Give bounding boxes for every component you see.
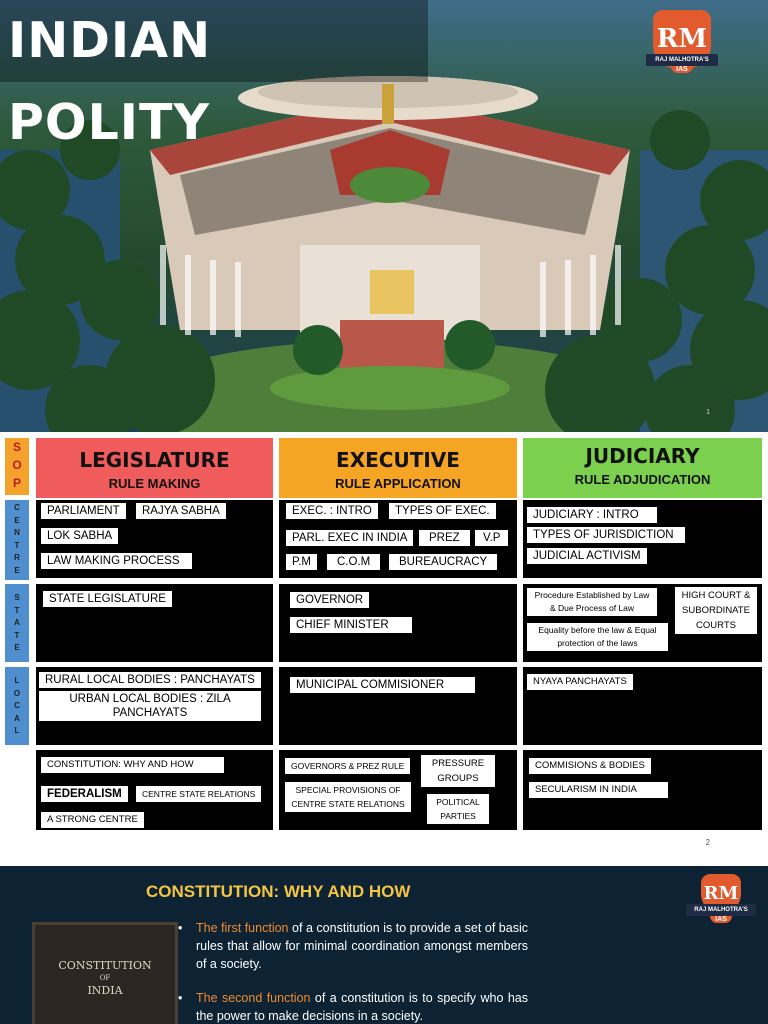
row-label-centre	[5, 500, 29, 580]
logo-ribbon: RAJ MALHOTRA'S	[686, 904, 756, 916]
topic-urban-local-bodies[interactable]: URBAN LOCAL BODIES : ZILA PANCHAYATS	[39, 691, 261, 721]
topic-a-strong-centre[interactable]: A STRONG CENTRE	[41, 812, 144, 828]
topic-constitution-why-and-how[interactable]: CONSTITUTION: WHY AND HOW	[41, 757, 224, 773]
topic-rajya-sabha[interactable]: RAJYA SABHA	[136, 503, 226, 519]
topic-judicial-activism[interactable]: JUDICIAL ACTIVISM	[527, 548, 647, 564]
book-line: CONSTITUTION	[58, 959, 152, 972]
topic-lok-sabha[interactable]: LOK SABHA	[41, 528, 118, 544]
header-judiciary	[523, 438, 762, 498]
page-number: 2	[705, 838, 710, 847]
bullet-text	[196, 919, 528, 973]
bullet-icon: •	[178, 921, 183, 935]
bullet-body: of a constitution is to provide a set of basic rules that allow for minimal coordination amongst members of a society.	[196, 921, 528, 971]
topic-centre-state-relations[interactable]: CENTRE STATE RELATIONS	[136, 786, 261, 802]
rm-logo	[686, 874, 756, 923]
topic-chief-minister[interactable]: CHIEF MINISTER	[290, 617, 412, 633]
row-letter: C	[14, 701, 20, 710]
page-number: 1	[706, 409, 710, 416]
header-title: LEGISLATURE	[79, 448, 230, 472]
topic-types-of-jurisdiction[interactable]: TYPES OF JURISDICTION	[527, 527, 685, 543]
topic-exec-intro[interactable]: EXEC. : INTRO	[286, 503, 378, 519]
header-title: EXECUTIVE	[336, 448, 460, 472]
topic-high-court-subordinate-courts[interactable]: HIGH COURT & SUBORDINATE COURTS	[675, 587, 757, 634]
bullet-item	[178, 919, 528, 973]
book-line: INDIA	[87, 984, 123, 997]
logo-sub: IAS	[710, 916, 732, 923]
header-subtitle: RULE MAKING	[108, 476, 201, 491]
topic-state-legislature[interactable]: STATE LEGISLATURE	[43, 591, 172, 607]
row-label-local	[5, 667, 29, 745]
header-subtitle: RULE ADJUDICATION	[574, 472, 711, 487]
topic-com[interactable]: C.O.M	[327, 554, 380, 570]
topic-pm[interactable]: P.M	[286, 554, 317, 570]
topic-parl-exec-in-india[interactable]: PARL. EXEC IN INDIA	[286, 530, 413, 546]
topic-judiciary-intro[interactable]: JUDICIARY : INTRO	[527, 507, 657, 523]
topic-rural-local-bodies[interactable]: RURAL LOCAL BODIES : PANCHAYATS	[39, 672, 261, 688]
bullet-text	[196, 989, 528, 1024]
row-letter: T	[14, 605, 20, 615]
topic-political-parties[interactable]: POLITICAL PARTIES	[427, 794, 489, 824]
topic-commisions-bodies[interactable]: COMMISIONS & BODIES	[529, 758, 651, 774]
constitution-slide	[0, 866, 768, 1024]
header-executive	[279, 438, 517, 498]
logo-ribbon: RAJ MALHOTRA'S	[646, 54, 718, 66]
rm-logo	[646, 10, 718, 73]
polity-mindmap-slide	[0, 432, 768, 866]
constitution-book-image	[32, 922, 178, 1024]
row-letter: T	[14, 540, 20, 550]
topic-procedure-established-by-law[interactable]: Procedure Established by Law & Due Process of Law	[527, 588, 657, 616]
bullet-body: of a constitution is to specify who has the power to make decisions in a society.	[196, 991, 528, 1023]
row-label-state	[5, 584, 29, 662]
row-letter: N	[14, 528, 20, 537]
row-letter: S	[14, 593, 20, 602]
topic-governor[interactable]: GOVERNOR	[290, 592, 369, 608]
topic-bureaucracy[interactable]: BUREAUCRACY	[389, 554, 497, 570]
topic-federalism[interactable]: FEDERALISM	[41, 786, 128, 802]
topic-law-making-process[interactable]: LAW MAKING PROCESS	[41, 553, 192, 569]
topic-governors-prez-rule[interactable]: GOVERNORS & PREZ RULE	[285, 758, 410, 774]
topic-pressure-groups[interactable]: PRESSURE GROUPS	[421, 755, 495, 787]
sop-letter: P	[12, 476, 21, 490]
sop-label	[5, 438, 29, 495]
row-letter: A	[14, 713, 20, 723]
topic-parliament[interactable]: PARLIAMENT	[41, 503, 126, 519]
header-subtitle: RULE APPLICATION	[335, 476, 461, 491]
cover-slide	[0, 0, 768, 432]
topic-special-provisions[interactable]: SPECIAL PROVISIONS OF CENTRE STATE RELATIONS	[285, 782, 411, 812]
header-legislature	[36, 438, 273, 498]
row-letter: E	[14, 565, 20, 575]
topic-equality-before-the-law[interactable]: Equality before the law & Equal protection of the laws	[527, 623, 668, 651]
row-letter: T	[14, 630, 20, 640]
row-letter: C	[14, 503, 20, 512]
topic-types-of-exec[interactable]: TYPES OF EXEC.	[389, 503, 496, 519]
topic-secularism-in-india[interactable]: SECULARISM IN INDIA	[529, 782, 668, 798]
slide-title: CONSTITUTION: WHY AND HOW	[146, 882, 411, 901]
book-line: OF	[99, 974, 111, 982]
row-letter: E	[14, 515, 20, 525]
logo-letters: RM	[653, 10, 711, 68]
bullet-highlight: The first function	[196, 921, 289, 935]
row-letter: L	[14, 676, 20, 685]
sop-letter: O	[12, 458, 22, 472]
slide-title: INDIAN POLITY	[0, 0, 428, 82]
row-letter: E	[14, 643, 20, 652]
topic-prez[interactable]: PREZ	[419, 530, 470, 546]
bullet-highlight: The second function	[196, 991, 311, 1005]
logo-sub: IAS	[671, 66, 693, 73]
row-letter: R	[14, 553, 20, 562]
topic-vp[interactable]: V.P	[475, 530, 508, 546]
topic-municipal-commisioner[interactable]: MUNICIPAL COMMISIONER	[290, 677, 475, 693]
row-letter: O	[13, 688, 21, 698]
row-letter: L	[14, 726, 20, 735]
header-title: JUDICIARY	[585, 444, 700, 468]
row-letter: A	[14, 618, 20, 627]
bullet-item	[178, 989, 528, 1024]
topic-nyaya-panchayats[interactable]: NYAYA PANCHAYATS	[527, 674, 633, 690]
logo-letters: RM	[701, 874, 741, 914]
sop-letter: S	[12, 440, 21, 454]
bullet-icon: •	[178, 991, 183, 1005]
